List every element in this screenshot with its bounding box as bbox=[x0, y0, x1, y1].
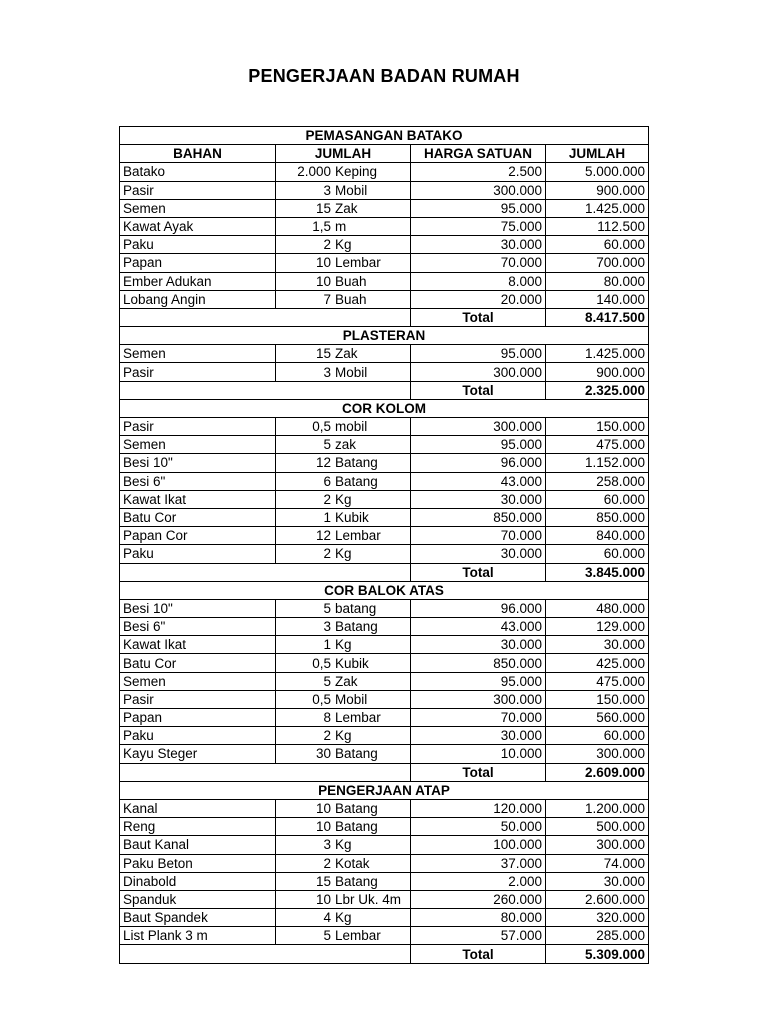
cell-jumlah-qty bbox=[276, 254, 411, 272]
qty-number: 15 bbox=[315, 346, 331, 362]
cell-bahan: Batu Cor bbox=[120, 654, 276, 672]
cell-bahan: Paku bbox=[120, 545, 276, 563]
qty-unit: Kubik bbox=[335, 655, 369, 671]
cell-bahan: Besi 6" bbox=[120, 472, 276, 490]
cell-harga-satuan: 300.000 bbox=[411, 690, 546, 708]
cell-harga-satuan: 2.000 bbox=[411, 872, 546, 890]
cell-jumlah-total: 300.000 bbox=[546, 745, 649, 763]
cell-bahan: Dinabold bbox=[120, 872, 276, 890]
qty-number: 15 bbox=[315, 200, 331, 216]
qty-number: 0,5 bbox=[312, 691, 331, 707]
cell-jumlah-qty bbox=[276, 236, 411, 254]
cell-bahan: Pasir bbox=[120, 181, 276, 199]
cell-jumlah-total: 60.000 bbox=[546, 236, 649, 254]
qty-number: 5 bbox=[323, 600, 331, 616]
cell-bahan: Lobang Angin bbox=[120, 290, 276, 308]
table-row bbox=[120, 199, 649, 217]
table-row bbox=[120, 454, 649, 472]
cell-jumlah-qty bbox=[276, 217, 411, 235]
cell-harga-satuan: 30.000 bbox=[411, 636, 546, 654]
cell-jumlah-qty bbox=[276, 927, 411, 945]
qty-number: 0,5 bbox=[312, 655, 331, 671]
total-value: 5.309.000 bbox=[546, 945, 649, 963]
cell-jumlah-total: 475.000 bbox=[546, 436, 649, 454]
qty-number: 3 bbox=[323, 364, 331, 380]
column-header: JUMLAH bbox=[546, 145, 649, 163]
qty-number: 2 bbox=[323, 728, 331, 744]
table-row bbox=[120, 508, 649, 526]
qty-number: 1 bbox=[323, 637, 331, 653]
cell-jumlah-total: 140.000 bbox=[546, 290, 649, 308]
cell-jumlah-qty bbox=[276, 636, 411, 654]
cell-jumlah-total: 500.000 bbox=[546, 818, 649, 836]
qty-unit: Kg bbox=[335, 546, 352, 562]
cell-bahan: Paku bbox=[120, 236, 276, 254]
qty-number: 2 bbox=[323, 546, 331, 562]
cell-bahan: Kawat Ayak bbox=[120, 217, 276, 235]
cell-jumlah-total: 300.000 bbox=[546, 836, 649, 854]
cell-harga-satuan: 260.000 bbox=[411, 890, 546, 908]
cell-bahan: Semen bbox=[120, 436, 276, 454]
qty-number: 3 bbox=[323, 837, 331, 853]
cell-bahan: Ember Adukan bbox=[120, 272, 276, 290]
qty-unit: m bbox=[335, 219, 347, 235]
cell-jumlah-qty bbox=[276, 490, 411, 508]
qty-number: 0,5 bbox=[312, 419, 331, 435]
table-row bbox=[120, 599, 649, 617]
qty-unit: zak bbox=[335, 437, 357, 453]
cell-jumlah-total: 5.000.000 bbox=[546, 163, 649, 181]
total-label: Total bbox=[411, 563, 546, 581]
cell-harga-satuan: 95.000 bbox=[411, 345, 546, 363]
cell-jumlah-total: 30.000 bbox=[546, 872, 649, 890]
qty-number: 1 bbox=[323, 510, 331, 526]
qty-number: 10 bbox=[315, 819, 331, 835]
table-row bbox=[120, 236, 649, 254]
cost-table bbox=[119, 126, 649, 964]
cell-harga-satuan: 2.500 bbox=[411, 163, 546, 181]
cell-jumlah-total: 700.000 bbox=[546, 254, 649, 272]
total-label: Total bbox=[411, 763, 546, 781]
cell-harga-satuan: 300.000 bbox=[411, 418, 546, 436]
cell-bahan: Kayu Steger bbox=[120, 745, 276, 763]
qty-unit: Kg bbox=[335, 910, 352, 926]
column-header: HARGA SATUAN bbox=[411, 145, 546, 163]
qty-unit: Lembar bbox=[335, 255, 381, 271]
cell-harga-satuan: 30.000 bbox=[411, 545, 546, 563]
cell-jumlah-qty bbox=[276, 290, 411, 308]
cell-harga-satuan: 37.000 bbox=[411, 854, 546, 872]
cell-harga-satuan: 20.000 bbox=[411, 290, 546, 308]
total-row bbox=[120, 563, 649, 581]
table-row bbox=[120, 927, 649, 945]
table-row bbox=[120, 217, 649, 235]
column-header: BAHAN bbox=[120, 145, 276, 163]
qty-number: 2 bbox=[323, 491, 331, 507]
cell-bahan: Papan Cor bbox=[120, 527, 276, 545]
table-row bbox=[120, 872, 649, 890]
qty-number: 7 bbox=[323, 291, 331, 307]
table-row bbox=[120, 854, 649, 872]
section-title-row bbox=[120, 127, 649, 145]
cell-jumlah-qty bbox=[276, 272, 411, 290]
cell-jumlah-total: 425.000 bbox=[546, 654, 649, 672]
cell-bahan: Paku bbox=[120, 727, 276, 745]
qty-unit: Batang bbox=[335, 801, 378, 817]
qty-unit: Mobil bbox=[335, 364, 368, 380]
qty-unit: Buah bbox=[335, 291, 367, 307]
total-label: Total bbox=[411, 308, 546, 326]
cell-harga-satuan: 43.000 bbox=[411, 618, 546, 636]
cell-harga-satuan: 300.000 bbox=[411, 363, 546, 381]
section-title-row bbox=[120, 781, 649, 799]
cell-harga-satuan: 96.000 bbox=[411, 454, 546, 472]
qty-number: 12 bbox=[315, 455, 331, 471]
cell-bahan: Papan bbox=[120, 709, 276, 727]
table-row bbox=[120, 672, 649, 690]
cell-jumlah-qty bbox=[276, 690, 411, 708]
cell-bahan: Semen bbox=[120, 672, 276, 690]
cell-jumlah-total: 150.000 bbox=[546, 418, 649, 436]
qty-unit: Kg bbox=[335, 637, 352, 653]
cell-jumlah-total: 112.500 bbox=[546, 217, 649, 235]
cell-jumlah-qty bbox=[276, 363, 411, 381]
cell-jumlah-total: 60.000 bbox=[546, 727, 649, 745]
cell-bahan: Semen bbox=[120, 199, 276, 217]
table-row bbox=[120, 818, 649, 836]
section-title-row bbox=[120, 327, 649, 345]
cell-jumlah-qty bbox=[276, 818, 411, 836]
qty-unit: Batang bbox=[335, 873, 378, 889]
table-row bbox=[120, 545, 649, 563]
table-row bbox=[120, 745, 649, 763]
table-row bbox=[120, 254, 649, 272]
cell-jumlah-qty bbox=[276, 872, 411, 890]
cell-harga-satuan: 300.000 bbox=[411, 181, 546, 199]
cell-jumlah-qty bbox=[276, 745, 411, 763]
qty-number: 3 bbox=[323, 619, 331, 635]
cell-jumlah-total: 560.000 bbox=[546, 709, 649, 727]
cell-harga-satuan: 850.000 bbox=[411, 508, 546, 526]
qty-unit: Lbr Uk. 4m bbox=[335, 891, 402, 907]
table-row bbox=[120, 636, 649, 654]
qty-number: 4 bbox=[323, 910, 331, 926]
cell-jumlah-total: 1.152.000 bbox=[546, 454, 649, 472]
cell-jumlah-total: 1.200.000 bbox=[546, 799, 649, 817]
cell-jumlah-qty bbox=[276, 909, 411, 927]
qty-unit: Mobil bbox=[335, 691, 368, 707]
cell-harga-satuan: 95.000 bbox=[411, 436, 546, 454]
cell-jumlah-qty bbox=[276, 454, 411, 472]
qty-unit: Batang bbox=[335, 473, 378, 489]
cell-harga-satuan: 30.000 bbox=[411, 490, 546, 508]
table-row bbox=[120, 690, 649, 708]
table-row bbox=[120, 272, 649, 290]
cell-jumlah-qty bbox=[276, 472, 411, 490]
cell-jumlah-qty bbox=[276, 545, 411, 563]
cell-harga-satuan: 96.000 bbox=[411, 599, 546, 617]
qty-unit: Zak bbox=[335, 673, 358, 689]
total-spacer bbox=[120, 308, 411, 326]
cell-bahan: Semen bbox=[120, 345, 276, 363]
cell-bahan: Batako bbox=[120, 163, 276, 181]
cell-harga-satuan: 70.000 bbox=[411, 254, 546, 272]
qty-unit: Kg bbox=[335, 728, 352, 744]
cell-bahan: Pasir bbox=[120, 418, 276, 436]
cell-harga-satuan: 57.000 bbox=[411, 927, 546, 945]
qty-unit: Kotak bbox=[335, 855, 370, 871]
qty-number: 8 bbox=[323, 710, 331, 726]
qty-number: 10 bbox=[315, 801, 331, 817]
column-header-row bbox=[120, 145, 649, 163]
cell-jumlah-qty bbox=[276, 181, 411, 199]
qty-number: 5 bbox=[323, 673, 331, 689]
table-row bbox=[120, 799, 649, 817]
total-value: 2.609.000 bbox=[546, 763, 649, 781]
cell-jumlah-qty bbox=[276, 836, 411, 854]
cell-jumlah-qty bbox=[276, 599, 411, 617]
cell-harga-satuan: 8.000 bbox=[411, 272, 546, 290]
cell-jumlah-total: 74.000 bbox=[546, 854, 649, 872]
cell-jumlah-total: 900.000 bbox=[546, 181, 649, 199]
qty-unit: Buah bbox=[335, 273, 367, 289]
cell-bahan: Baut Kanal bbox=[120, 836, 276, 854]
table-row bbox=[120, 418, 649, 436]
qty-number: 2.000 bbox=[297, 164, 331, 180]
total-value: 2.325.000 bbox=[546, 381, 649, 399]
total-value: 3.845.000 bbox=[546, 563, 649, 581]
cell-jumlah-qty bbox=[276, 672, 411, 690]
table-row bbox=[120, 363, 649, 381]
qty-number: 5 bbox=[323, 928, 331, 944]
cell-jumlah-total: 285.000 bbox=[546, 927, 649, 945]
cell-jumlah-total: 475.000 bbox=[546, 672, 649, 690]
cell-jumlah-qty bbox=[276, 727, 411, 745]
qty-unit: Batang bbox=[335, 746, 378, 762]
cell-jumlah-qty bbox=[276, 418, 411, 436]
table-row bbox=[120, 290, 649, 308]
cell-bahan: List Plank 3 m bbox=[120, 927, 276, 945]
qty-number: 2 bbox=[323, 237, 331, 253]
total-label: Total bbox=[411, 945, 546, 963]
table-row bbox=[120, 163, 649, 181]
table-row bbox=[120, 472, 649, 490]
cell-harga-satuan: 95.000 bbox=[411, 199, 546, 217]
section-title-row bbox=[120, 581, 649, 599]
cell-bahan: Pasir bbox=[120, 690, 276, 708]
cell-harga-satuan: 120.000 bbox=[411, 799, 546, 817]
cell-bahan: Reng bbox=[120, 818, 276, 836]
cell-jumlah-qty bbox=[276, 890, 411, 908]
cell-harga-satuan: 10.000 bbox=[411, 745, 546, 763]
cell-jumlah-qty bbox=[276, 436, 411, 454]
cell-bahan: Besi 10" bbox=[120, 599, 276, 617]
cell-bahan: Kawat Ikat bbox=[120, 636, 276, 654]
qty-unit: Kubik bbox=[335, 510, 369, 526]
cell-bahan: Baut Spandek bbox=[120, 909, 276, 927]
section-title: PENGERJAAN ATAP bbox=[120, 781, 649, 799]
qty-unit: Lembar bbox=[335, 928, 381, 944]
cell-bahan: Besi 10" bbox=[120, 454, 276, 472]
qty-unit: Lembar bbox=[335, 710, 381, 726]
total-label: Total bbox=[411, 381, 546, 399]
cell-harga-satuan: 100.000 bbox=[411, 836, 546, 854]
section-title: PEMASANGAN BATAKO bbox=[120, 127, 649, 145]
total-value: 8.417.500 bbox=[546, 308, 649, 326]
cell-jumlah-total: 30.000 bbox=[546, 636, 649, 654]
qty-unit: Batang bbox=[335, 619, 378, 635]
cell-jumlah-total: 150.000 bbox=[546, 690, 649, 708]
cell-jumlah-total: 129.000 bbox=[546, 618, 649, 636]
page-title: PENGERJAAN BADAN RUMAH bbox=[248, 66, 520, 86]
qty-number: 15 bbox=[315, 873, 331, 889]
table-row bbox=[120, 836, 649, 854]
cell-jumlah-total: 320.000 bbox=[546, 909, 649, 927]
cell-jumlah-total: 258.000 bbox=[546, 472, 649, 490]
cell-jumlah-qty bbox=[276, 508, 411, 526]
cell-harga-satuan: 30.000 bbox=[411, 727, 546, 745]
cell-bahan: Papan bbox=[120, 254, 276, 272]
table-row bbox=[120, 436, 649, 454]
cell-jumlah-qty bbox=[276, 199, 411, 217]
cell-jumlah-total: 840.000 bbox=[546, 527, 649, 545]
qty-unit: batang bbox=[335, 600, 377, 616]
cell-harga-satuan: 30.000 bbox=[411, 236, 546, 254]
qty-unit: mobil bbox=[335, 419, 368, 435]
section-title: COR BALOK ATAS bbox=[120, 581, 649, 599]
section-title: PLASTERAN bbox=[120, 327, 649, 345]
cell-harga-satuan: 43.000 bbox=[411, 472, 546, 490]
total-row bbox=[120, 945, 649, 963]
cell-bahan: Pasir bbox=[120, 363, 276, 381]
table-row bbox=[120, 181, 649, 199]
cell-jumlah-qty bbox=[276, 618, 411, 636]
total-spacer bbox=[120, 945, 411, 963]
qty-number: 5 bbox=[323, 437, 331, 453]
qty-unit: Lembar bbox=[335, 528, 381, 544]
qty-unit: Zak bbox=[335, 346, 358, 362]
qty-number: 10 bbox=[315, 255, 331, 271]
qty-unit: Zak bbox=[335, 200, 358, 216]
qty-number: 2 bbox=[323, 855, 331, 871]
cell-jumlah-qty bbox=[276, 163, 411, 181]
section-title: COR KOLOM bbox=[120, 399, 649, 417]
qty-number: 3 bbox=[323, 182, 331, 198]
cell-harga-satuan: 95.000 bbox=[411, 672, 546, 690]
qty-number: 12 bbox=[315, 528, 331, 544]
qty-unit: Batang bbox=[335, 455, 378, 471]
cell-jumlah-total: 60.000 bbox=[546, 490, 649, 508]
cell-jumlah-total: 1.425.000 bbox=[546, 345, 649, 363]
qty-unit: Kg bbox=[335, 237, 352, 253]
cell-bahan: Paku Beton bbox=[120, 854, 276, 872]
cell-jumlah-total: 80.000 bbox=[546, 272, 649, 290]
table-row bbox=[120, 618, 649, 636]
cell-jumlah-qty bbox=[276, 654, 411, 672]
cell-bahan: Batu Cor bbox=[120, 508, 276, 526]
table-row bbox=[120, 345, 649, 363]
qty-unit: Batang bbox=[335, 819, 378, 835]
cell-jumlah-qty bbox=[276, 709, 411, 727]
cell-jumlah-total: 1.425.000 bbox=[546, 199, 649, 217]
qty-number: 1,5 bbox=[312, 219, 331, 235]
cell-jumlah-total: 850.000 bbox=[546, 508, 649, 526]
cell-harga-satuan: 70.000 bbox=[411, 527, 546, 545]
table-row bbox=[120, 490, 649, 508]
cell-harga-satuan: 850.000 bbox=[411, 654, 546, 672]
qty-unit: Mobil bbox=[335, 182, 368, 198]
total-row bbox=[120, 308, 649, 326]
cell-harga-satuan: 75.000 bbox=[411, 217, 546, 235]
column-header: JUMLAH bbox=[276, 145, 411, 163]
cell-jumlah-qty bbox=[276, 345, 411, 363]
qty-number: 10 bbox=[315, 891, 331, 907]
total-row bbox=[120, 763, 649, 781]
qty-unit: Keping bbox=[335, 164, 378, 180]
total-spacer bbox=[120, 381, 411, 399]
total-row bbox=[120, 381, 649, 399]
total-spacer bbox=[120, 763, 411, 781]
cell-harga-satuan: 80.000 bbox=[411, 909, 546, 927]
cell-bahan: Besi 6" bbox=[120, 618, 276, 636]
qty-unit: Kg bbox=[335, 491, 352, 507]
cell-jumlah-qty bbox=[276, 527, 411, 545]
cost-table-body bbox=[120, 127, 649, 964]
qty-unit: Kg bbox=[335, 837, 352, 853]
table-row bbox=[120, 890, 649, 908]
total-spacer bbox=[120, 563, 411, 581]
cell-jumlah-qty bbox=[276, 799, 411, 817]
cell-jumlah-total: 60.000 bbox=[546, 545, 649, 563]
qty-number: 10 bbox=[315, 273, 331, 289]
cell-bahan: Kawat Ikat bbox=[120, 490, 276, 508]
cell-harga-satuan: 70.000 bbox=[411, 709, 546, 727]
cell-jumlah-total: 480.000 bbox=[546, 599, 649, 617]
table-row bbox=[120, 654, 649, 672]
cell-jumlah-qty bbox=[276, 854, 411, 872]
cell-bahan: Spanduk bbox=[120, 890, 276, 908]
table-row bbox=[120, 727, 649, 745]
cell-bahan: Kanal bbox=[120, 799, 276, 817]
table-row bbox=[120, 709, 649, 727]
cell-harga-satuan: 50.000 bbox=[411, 818, 546, 836]
section-title-row bbox=[120, 399, 649, 417]
table-row bbox=[120, 909, 649, 927]
cell-jumlah-total: 2.600.000 bbox=[546, 890, 649, 908]
cell-jumlah-total: 900.000 bbox=[546, 363, 649, 381]
table-row bbox=[120, 527, 649, 545]
qty-number: 30 bbox=[315, 746, 331, 762]
qty-number: 6 bbox=[323, 473, 331, 489]
